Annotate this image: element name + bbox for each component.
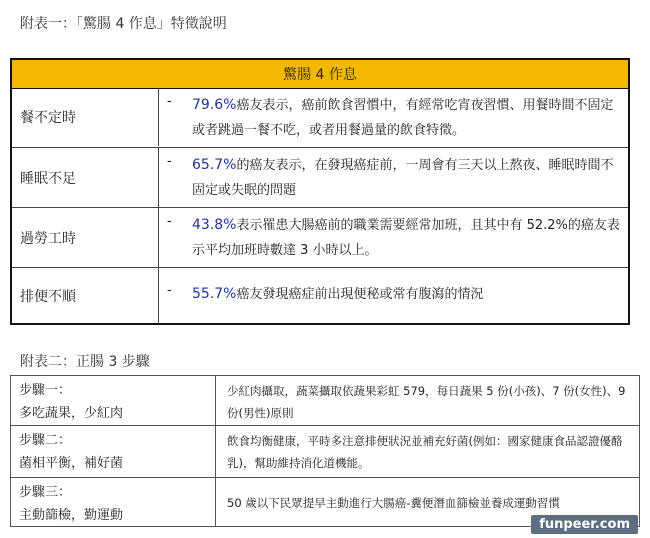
step-text: 飲食均衡健康，平時多注意排便狀況並補充好菌(例如：國家健康食品認證優酪乳)，幫助維持消化道機能。 bbox=[227, 434, 623, 470]
step-label bbox=[19, 481, 123, 527]
step-text: 50 歲以下民眾提早主動進行大腸癌-糞便潛血篩檢並養成運動習慣 bbox=[227, 495, 560, 510]
percentage: 79.6% bbox=[192, 97, 237, 113]
table-row bbox=[12, 267, 628, 324]
table-row bbox=[12, 207, 628, 267]
bullet-dash: - bbox=[167, 214, 172, 229]
column-divider bbox=[215, 376, 216, 425]
row-description: 癌友表示，癌前飲食習慣中，有經常吃宵夜習慣、用餐時間不固定或者跳過一餐不吃，或者用餐過量的飲食特徵。 bbox=[192, 98, 614, 138]
bullet-dash: - bbox=[167, 94, 172, 109]
step-text: 少紅肉攝取，蔬菜攝取依蔬果彩虹 579，每日蔬果 5 份(小孩)、7 份(女性)、9 份(男性)原則 bbox=[227, 384, 626, 420]
watermark: funpeer.com bbox=[531, 515, 638, 534]
row-label: 排便不順 bbox=[20, 289, 76, 305]
percentage: 55.7% bbox=[192, 286, 237, 302]
percentage: 43.8% bbox=[192, 217, 237, 233]
table1-caption: 附表一：「驚腸 4 作息」特徵說明 bbox=[20, 16, 227, 32]
row-description: 表示罹患大腸癌前的職業需要經常加班，且其中有 52.2%的癌友表示平均加班時數達 3 小時以上。 bbox=[192, 218, 620, 258]
row-text bbox=[192, 282, 622, 307]
table-row bbox=[11, 376, 639, 425]
table-row bbox=[11, 425, 639, 478]
row-text bbox=[192, 93, 622, 143]
table-row bbox=[12, 147, 628, 207]
step-number: 步驟二： bbox=[19, 433, 72, 448]
row-label: 餐不定時 bbox=[20, 110, 76, 126]
column-divider bbox=[215, 478, 216, 527]
row-description: 癌友發現癌症前出現便秘或常有腹瀉的情況 bbox=[236, 287, 484, 302]
column-divider bbox=[158, 88, 159, 146]
column-divider bbox=[158, 208, 159, 267]
habits-table-header: 驚腸 4 作息 bbox=[12, 60, 628, 89]
table2-caption: 附表二：正腸 3 步驟 bbox=[20, 354, 150, 370]
column-divider bbox=[158, 148, 159, 207]
step-number: 步驟三： bbox=[19, 485, 72, 500]
step-title: 主動篩檢，勤運動 bbox=[19, 508, 124, 523]
step-label bbox=[19, 429, 123, 475]
row-label: 睡眠不足 bbox=[20, 170, 76, 187]
habits-table bbox=[10, 58, 630, 325]
bullet-dash: - bbox=[167, 283, 172, 298]
step-title: 多吃蔬果，少紅肉 bbox=[19, 406, 124, 421]
column-divider bbox=[215, 426, 216, 478]
row-text bbox=[192, 213, 622, 263]
row-label: 過勞工時 bbox=[20, 230, 76, 247]
step-number: 步驟一： bbox=[19, 383, 72, 398]
step-title: 菌相平衡，補好菌 bbox=[19, 456, 124, 471]
bullet-dash: - bbox=[167, 154, 172, 169]
table-row bbox=[12, 88, 628, 146]
steps-table bbox=[10, 375, 640, 527]
percentage: 65.7% bbox=[192, 157, 237, 173]
column-divider bbox=[158, 268, 159, 324]
step-label bbox=[19, 379, 123, 425]
row-description: 的癌友表示，在發現癌症前，一周會有三天以上熬夜、睡眠時間不固定或失眠的問題 bbox=[192, 158, 614, 198]
row-text bbox=[192, 153, 622, 203]
